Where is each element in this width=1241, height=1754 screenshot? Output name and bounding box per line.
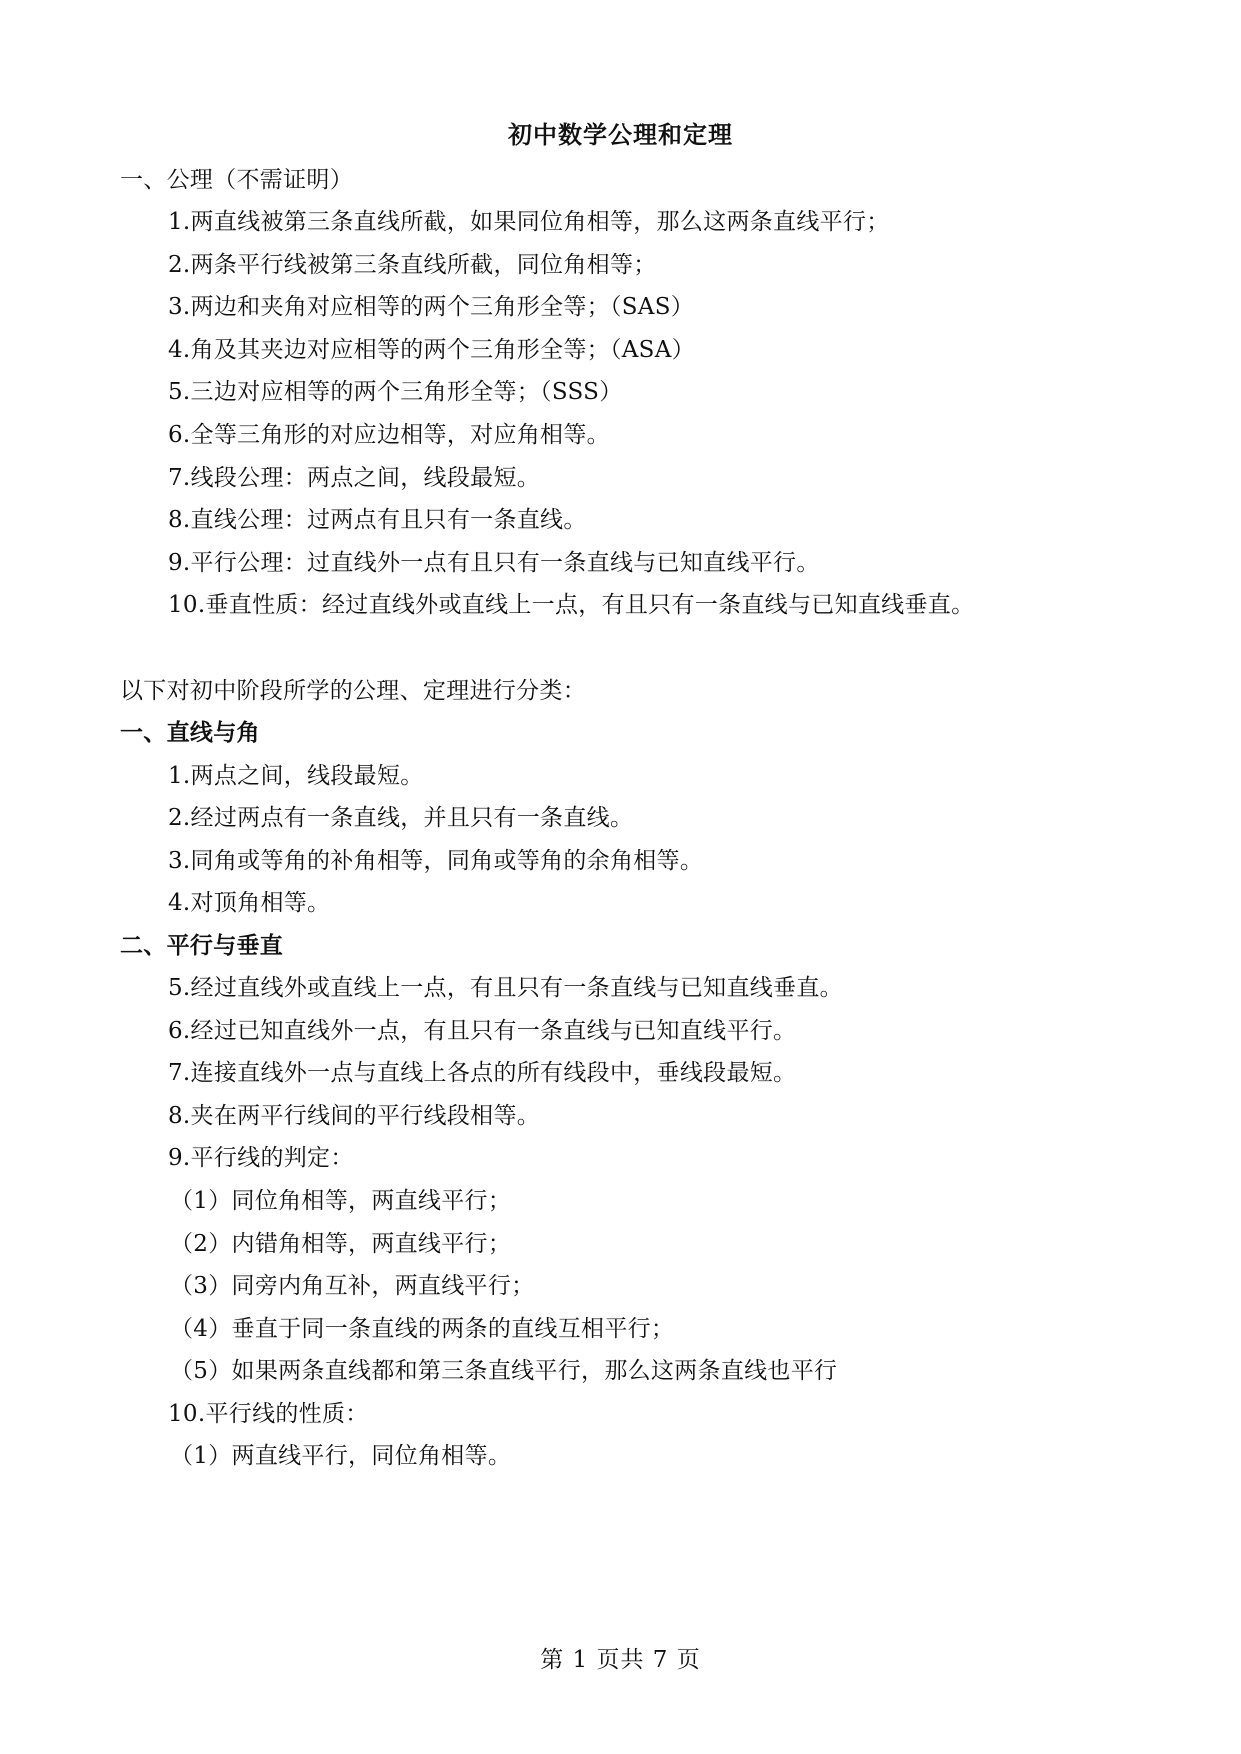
parallel-perpendicular-heading: 二、平行与垂直 (120, 932, 284, 959)
lines-angles-heading: 一、直线与角 (120, 719, 260, 746)
parallel-criterion-4: （4）垂直于同一条直线的两条的直线互相平行； (170, 1316, 675, 1342)
axiom-item-1: 1.两直线被第三条直线所截，如果同位角相等，那么这两条直线平行； (168, 209, 890, 235)
axiom-item-5: 5.三边对应相等的两个三角形全等；（SSS） (168, 379, 623, 405)
parallel-item-7: 7.连接直线外一点与直线上各点的所有线段中，垂线段最短。 (168, 1060, 797, 1086)
lines-angles-item-2: 2.经过两点有一条直线，并且只有一条直线。 (168, 805, 634, 831)
axiom-item-3: 3.两边和夹角对应相等的两个三角形全等；（SAS） (168, 294, 695, 320)
classification-intro: 以下对初中阶段所学的公理、定理进行分类： (120, 678, 586, 704)
axiom-item-6: 6.全等三角形的对应边相等，对应角相等。 (168, 422, 610, 448)
parallel-item-5: 5.经过直线外或直线上一点，有且只有一条直线与已知直线垂直。 (168, 975, 843, 1001)
document-title: 初中数学公理和定理 (508, 120, 733, 149)
axioms-heading: 一、公理（不需证明） (120, 167, 353, 193)
parallel-criterion-3: （3）同旁内角互补，两直线平行； (170, 1273, 535, 1299)
parallel-item-8: 8.夹在两平行线间的平行线段相等。 (168, 1103, 541, 1129)
parallel-criterion-2: （2）内错角相等，两直线平行； (170, 1231, 512, 1257)
parallel-item-9: 9.平行线的判定： (168, 1145, 354, 1171)
parallel-property-1: （1）两直线平行，同位角相等。 (170, 1443, 512, 1469)
axiom-item-4: 4.角及其夹边对应相等的两个三角形全等；（ASA） (168, 337, 695, 363)
lines-angles-item-4: 4.对顶角相等。 (168, 890, 331, 916)
lines-angles-item-3: 3.同角或等角的补角相等，同角或等角的余角相等。 (168, 848, 704, 874)
axiom-item-7: 7.线段公理：两点之间，线段最短。 (168, 465, 541, 491)
parallel-properties-heading: 10.平行线的性质： (168, 1401, 369, 1427)
axiom-item-9: 9.平行公理：过直线外一点有且只有一条直线与已知直线平行。 (168, 550, 820, 576)
lines-angles-item-1: 1.两点之间，线段最短。 (168, 763, 424, 789)
page-footer: 第 1 页共 7 页 (540, 1647, 701, 1673)
axiom-item-10: 10.垂直性质：经过直线外或直线上一点，有且只有一条直线与已知直线垂直。 (168, 592, 975, 618)
parallel-criterion-5: （5）如果两条直线都和第三条直线平行，那么这两条直线也平行 (170, 1358, 838, 1384)
parallel-criterion-1: （1）同位角相等，两直线平行； (170, 1188, 512, 1214)
parallel-item-6: 6.经过已知直线外一点，有且只有一条直线与已知直线平行。 (168, 1018, 797, 1044)
axiom-item-8: 8.直线公理：过两点有且只有一条直线。 (168, 507, 587, 533)
axiom-item-2: 2.两条平行线被第三条直线所截，同位角相等； (168, 252, 657, 278)
